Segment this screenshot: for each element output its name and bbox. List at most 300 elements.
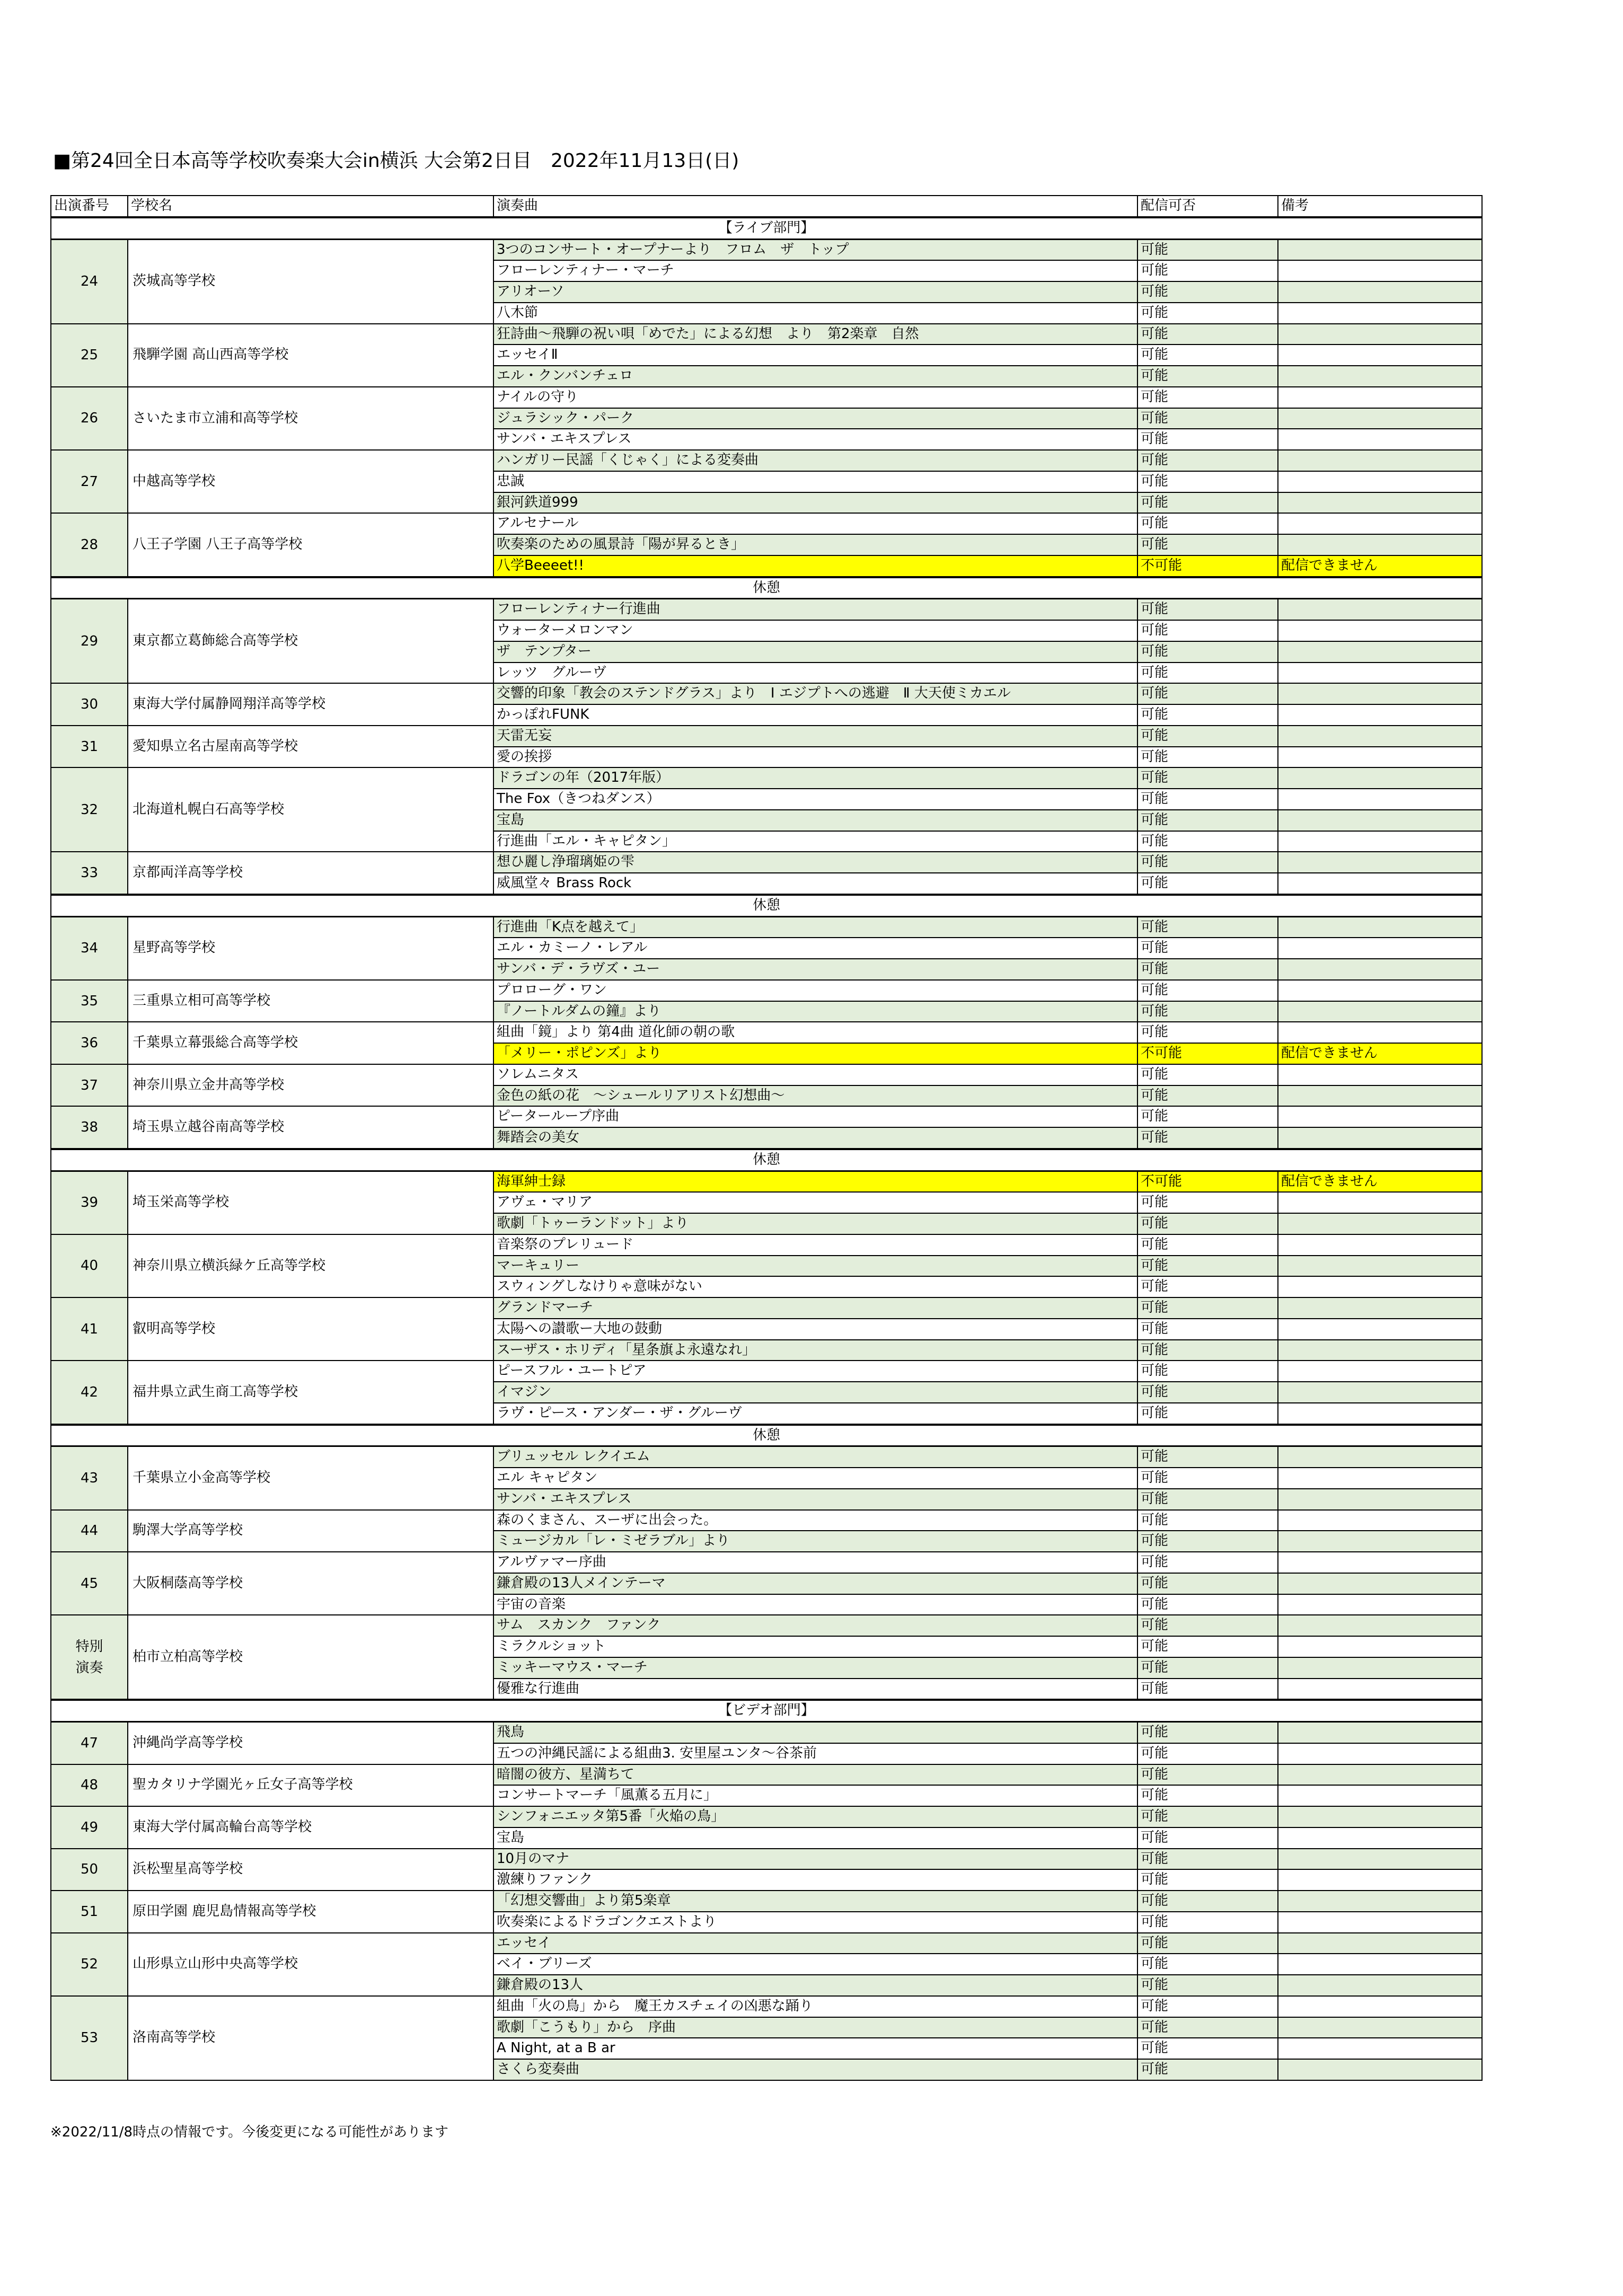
section-label: 【ライブ部門】 bbox=[51, 217, 1482, 239]
stream-status: 不可能 bbox=[1137, 1171, 1278, 1192]
remarks bbox=[1278, 1382, 1482, 1403]
stream-status: 可能 bbox=[1137, 1891, 1278, 1912]
remarks bbox=[1278, 1996, 1482, 2017]
piece-title: サンバ・デ・ラヴズ・ユー bbox=[493, 959, 1137, 980]
piece-title: ソレムニタス bbox=[493, 1064, 1137, 1085]
stream-status: 可能 bbox=[1137, 641, 1278, 663]
performance-number bbox=[51, 1552, 128, 1615]
piece-row bbox=[51, 1933, 1482, 1954]
stream-status: 可能 bbox=[1137, 1996, 1278, 2017]
stream-status: 可能 bbox=[1137, 1468, 1278, 1489]
piece-title: コンサートマーチ「風薫る五月に」 bbox=[493, 1785, 1137, 1806]
stream-status: 可能 bbox=[1137, 450, 1278, 471]
performance-number-text: 53 bbox=[80, 2030, 99, 2046]
remarks bbox=[1278, 641, 1482, 663]
stream-status: 可能 bbox=[1137, 980, 1278, 1001]
piece-row bbox=[51, 1849, 1482, 1870]
remarks bbox=[1278, 2038, 1482, 2059]
section-label: 【ビデオ部門】 bbox=[51, 1700, 1482, 1721]
stream-status: 不可能 bbox=[1137, 1043, 1278, 1064]
performance-number-text: 44 bbox=[80, 1523, 99, 1539]
performance-number bbox=[51, 767, 128, 852]
piece-title: エッセイ bbox=[493, 1933, 1137, 1954]
school-name: 東京都立葛飾総合高等学校 bbox=[128, 599, 493, 684]
remarks bbox=[1278, 789, 1482, 810]
piece-title: 『ノートルダムの鐘』より bbox=[493, 1001, 1137, 1022]
piece-title: 暗闇の彼方、星満ちて bbox=[493, 1764, 1137, 1786]
piece-title: 宝島 bbox=[493, 810, 1137, 831]
remarks bbox=[1278, 1319, 1482, 1340]
piece-title: 吹奏楽によるドラゴンクエストより bbox=[493, 1912, 1137, 1933]
header-row bbox=[51, 196, 1482, 217]
piece-row bbox=[51, 916, 1482, 938]
remarks bbox=[1278, 726, 1482, 747]
piece-title: 音楽祭のプレリュード bbox=[493, 1234, 1137, 1256]
performance-number-text: 43 bbox=[80, 1470, 99, 1486]
piece-title: 歌劇「トゥーランドット」より bbox=[493, 1213, 1137, 1234]
performance-number-text: 38 bbox=[80, 1119, 99, 1135]
piece-title: ラヴ・ピース・アンダー・ザ・グルーヴ bbox=[493, 1403, 1137, 1425]
remarks bbox=[1278, 1446, 1482, 1468]
performance-number bbox=[51, 1722, 128, 1764]
performance-number bbox=[51, 1171, 128, 1234]
stream-status: 可能 bbox=[1137, 1001, 1278, 1022]
performance-number-text: 36 bbox=[80, 1035, 99, 1051]
school-name: 原田学園 鹿児島情報高等学校 bbox=[128, 1891, 493, 1933]
piece-title: ドラゴンの年（2017年版） bbox=[493, 767, 1137, 789]
piece-title: アルセナール bbox=[493, 513, 1137, 534]
piece-row bbox=[51, 1510, 1482, 1531]
piece-row bbox=[51, 1234, 1482, 1256]
stream-status: 可能 bbox=[1137, 1213, 1278, 1234]
piece-title: フローレンティナー行進曲 bbox=[493, 599, 1137, 620]
stream-status: 可能 bbox=[1137, 1657, 1278, 1679]
remarks bbox=[1278, 1679, 1482, 1700]
remarks bbox=[1278, 1933, 1482, 1954]
stream-status: 可能 bbox=[1137, 1869, 1278, 1891]
piece-row bbox=[51, 1171, 1482, 1192]
remarks bbox=[1278, 1827, 1482, 1849]
section-label: 休憩 bbox=[51, 1149, 1482, 1171]
remarks bbox=[1278, 324, 1482, 345]
performance-number-text: 48 bbox=[80, 1777, 99, 1794]
remarks bbox=[1278, 1869, 1482, 1891]
remarks bbox=[1278, 387, 1482, 408]
header-number: 出演番号 bbox=[51, 196, 128, 217]
piece-row bbox=[51, 450, 1482, 471]
piece-row bbox=[51, 726, 1482, 747]
remarks bbox=[1278, 1127, 1482, 1149]
school-name: 埼玉県立越谷南高等学校 bbox=[128, 1106, 493, 1149]
performance-number bbox=[51, 726, 128, 768]
piece-title: 金色の紙の花 ～シュールリアリスト幻想曲～ bbox=[493, 1085, 1137, 1107]
school-name: 洛南高等学校 bbox=[128, 1996, 493, 2080]
stream-status: 不可能 bbox=[1137, 555, 1278, 577]
piece-row bbox=[51, 1722, 1482, 1743]
section-separator-row bbox=[51, 1425, 1482, 1446]
performance-number-text: 25 bbox=[80, 347, 99, 364]
piece-row bbox=[51, 513, 1482, 534]
remarks bbox=[1278, 1256, 1482, 1277]
school-name: 千葉県立幕張総合高等学校 bbox=[128, 1022, 493, 1064]
performance-number bbox=[51, 1022, 128, 1064]
stream-status: 可能 bbox=[1137, 1679, 1278, 1700]
remarks bbox=[1278, 1489, 1482, 1510]
piece-title: ベイ・ブリーズ bbox=[493, 1954, 1137, 1975]
remarks bbox=[1278, 1636, 1482, 1657]
remarks bbox=[1278, 1722, 1482, 1743]
remarks bbox=[1278, 1192, 1482, 1213]
remarks bbox=[1278, 1615, 1482, 1636]
remarks bbox=[1278, 1764, 1482, 1786]
piece-title: 「幻想交響曲」より第5楽章 bbox=[493, 1891, 1137, 1912]
piece-title: エッセイⅡ bbox=[493, 345, 1137, 366]
remarks bbox=[1278, 303, 1482, 324]
piece-row bbox=[51, 1297, 1482, 1319]
piece-row bbox=[51, 852, 1482, 873]
remarks bbox=[1278, 1975, 1482, 1996]
piece-title: 威風堂々 Brass Rock bbox=[493, 873, 1137, 895]
performance-number-text: 47 bbox=[80, 1735, 99, 1751]
school-name: 山形県立山形中央高等学校 bbox=[128, 1933, 493, 1996]
remarks bbox=[1278, 980, 1482, 1001]
schedule-body bbox=[51, 196, 1482, 2080]
school-name: 沖縄尚学高等学校 bbox=[128, 1722, 493, 1764]
school-name: 中越高等学校 bbox=[128, 450, 493, 513]
piece-title: 行進曲「エル・キャピタン」 bbox=[493, 831, 1137, 852]
piece-title: ミッキーマウス・マーチ bbox=[493, 1657, 1137, 1679]
performance-number-text: 35 bbox=[80, 993, 99, 1009]
stream-status: 可能 bbox=[1137, 345, 1278, 366]
piece-row bbox=[51, 599, 1482, 620]
piece-title: 太陽への讃歌ー大地の鼓動 bbox=[493, 1319, 1137, 1340]
piece-title: エル キャピタン bbox=[493, 1468, 1137, 1489]
stream-status: 可能 bbox=[1137, 1912, 1278, 1933]
remarks bbox=[1278, 345, 1482, 366]
stream-status: 可能 bbox=[1137, 663, 1278, 684]
stream-status: 可能 bbox=[1137, 916, 1278, 938]
piece-title: 行進曲「K点を越えて」 bbox=[493, 916, 1137, 938]
remarks bbox=[1278, 1340, 1482, 1361]
header-piece: 演奏曲 bbox=[493, 196, 1137, 217]
stream-status: 可能 bbox=[1137, 1552, 1278, 1573]
school-name: 柏市立柏高等学校 bbox=[128, 1615, 493, 1700]
stream-status: 可能 bbox=[1137, 1806, 1278, 1827]
school-name: 八王子学園 八王子高等学校 bbox=[128, 513, 493, 577]
piece-title: アルヴァマー序曲 bbox=[493, 1552, 1137, 1573]
piece-title: 10月のマナ bbox=[493, 1849, 1137, 1870]
stream-status: 可能 bbox=[1137, 281, 1278, 303]
stream-status: 可能 bbox=[1137, 1975, 1278, 1996]
stream-status: 可能 bbox=[1137, 620, 1278, 641]
stream-status: 可能 bbox=[1137, 387, 1278, 408]
performance-number bbox=[51, 980, 128, 1022]
piece-title: 海軍紳士録 bbox=[493, 1171, 1137, 1192]
remarks bbox=[1278, 1573, 1482, 1594]
piece-row bbox=[51, 1615, 1482, 1636]
stream-status: 可能 bbox=[1137, 1256, 1278, 1277]
piece-title: 鎌倉殿の13人 bbox=[493, 1975, 1137, 1996]
remarks bbox=[1278, 513, 1482, 534]
stream-status: 可能 bbox=[1137, 831, 1278, 852]
stream-status: 可能 bbox=[1137, 1361, 1278, 1382]
piece-row bbox=[51, 1064, 1482, 1085]
performance-number bbox=[51, 1361, 128, 1424]
piece-title: エル・カミーノ・レアル bbox=[493, 938, 1137, 959]
piece-title: 「メリー・ポピンズ」より bbox=[493, 1043, 1137, 1064]
piece-title: イマジン bbox=[493, 1382, 1137, 1403]
stream-status: 可能 bbox=[1137, 704, 1278, 726]
stream-status: 可能 bbox=[1137, 239, 1278, 260]
stream-status: 可能 bbox=[1137, 2038, 1278, 2059]
section-separator-row bbox=[51, 895, 1482, 916]
stream-status: 可能 bbox=[1137, 1022, 1278, 1043]
remarks bbox=[1278, 831, 1482, 852]
school-name: 北海道札幌白石高等学校 bbox=[128, 767, 493, 852]
piece-title: スーザス・ホリディ「星条旗よ永遠なれ」 bbox=[493, 1340, 1137, 1361]
stream-status: 可能 bbox=[1137, 852, 1278, 873]
piece-title: 銀河鉄道999 bbox=[493, 492, 1137, 514]
performance-number bbox=[51, 852, 128, 895]
piece-row bbox=[51, 980, 1482, 1001]
piece-title: 八学Beeeet!! bbox=[493, 555, 1137, 577]
stream-status: 可能 bbox=[1137, 1722, 1278, 1743]
stream-status: 可能 bbox=[1137, 726, 1278, 747]
stream-status: 可能 bbox=[1137, 366, 1278, 387]
school-name: さいたま市立浦和高等学校 bbox=[128, 387, 493, 450]
school-name: 聖カタリナ学園光ヶ丘女子高等学校 bbox=[128, 1764, 493, 1807]
stream-status: 可能 bbox=[1137, 1743, 1278, 1764]
performance-number-text: 27 bbox=[80, 473, 99, 490]
performance-number-text: 45 bbox=[80, 1575, 99, 1592]
remarks bbox=[1278, 1594, 1482, 1615]
performance-number bbox=[51, 1510, 128, 1552]
remarks bbox=[1278, 767, 1482, 789]
remarks bbox=[1278, 663, 1482, 684]
section-separator-row bbox=[51, 1700, 1482, 1721]
remarks bbox=[1278, 1657, 1482, 1679]
performance-number bbox=[51, 1996, 128, 2080]
stream-status: 可能 bbox=[1137, 1403, 1278, 1425]
stream-status: 可能 bbox=[1137, 938, 1278, 959]
performance-number-text: 41 bbox=[80, 1321, 99, 1337]
stream-status: 可能 bbox=[1137, 1636, 1278, 1657]
remarks bbox=[1278, 1361, 1482, 1382]
piece-title: ピースフル・ユートピア bbox=[493, 1361, 1137, 1382]
school-name: 叡明高等学校 bbox=[128, 1297, 493, 1361]
piece-title: 宇宙の音楽 bbox=[493, 1594, 1137, 1615]
remarks bbox=[1278, 704, 1482, 726]
remarks bbox=[1278, 873, 1482, 895]
header-stream: 配信可否 bbox=[1137, 196, 1278, 217]
performance-number-text: 31 bbox=[80, 738, 99, 755]
stream-status: 可能 bbox=[1137, 1064, 1278, 1085]
stream-status: 可能 bbox=[1137, 1340, 1278, 1361]
performance-number-text: 49 bbox=[80, 1819, 99, 1835]
piece-row bbox=[51, 1764, 1482, 1786]
stream-status: 可能 bbox=[1137, 471, 1278, 492]
remarks bbox=[1278, 366, 1482, 387]
performance-number-text: 42 bbox=[80, 1384, 99, 1400]
performance-number-text: 29 bbox=[80, 633, 99, 649]
performance-number bbox=[51, 1933, 128, 1996]
school-name: 神奈川県立横浜緑ケ丘高等学校 bbox=[128, 1234, 493, 1297]
piece-row bbox=[51, 1106, 1482, 1127]
piece-title: レッツ グルーヴ bbox=[493, 663, 1137, 684]
piece-row bbox=[51, 1891, 1482, 1912]
piece-row bbox=[51, 1361, 1482, 1382]
remarks bbox=[1278, 1743, 1482, 1764]
piece-title: サンバ・エキスプレス bbox=[493, 429, 1137, 450]
remarks bbox=[1278, 599, 1482, 620]
stream-status: 可能 bbox=[1137, 1573, 1278, 1594]
piece-title: 天雷无妄 bbox=[493, 726, 1137, 747]
section-label: 休憩 bbox=[51, 1425, 1482, 1446]
performance-number-text: 特別 演奏 bbox=[75, 1638, 103, 1676]
stream-status: 可能 bbox=[1137, 260, 1278, 281]
performance-number-text: 50 bbox=[80, 1861, 99, 1878]
performance-number bbox=[51, 1764, 128, 1807]
remarks: 配信できません bbox=[1278, 1171, 1482, 1192]
piece-row bbox=[51, 1996, 1482, 2017]
school-name: 神奈川県立金井高等学校 bbox=[128, 1064, 493, 1107]
remarks bbox=[1278, 450, 1482, 471]
stream-status: 可能 bbox=[1137, 1382, 1278, 1403]
piece-row bbox=[51, 239, 1482, 260]
stream-status: 可能 bbox=[1137, 1785, 1278, 1806]
remarks bbox=[1278, 429, 1482, 450]
remarks bbox=[1278, 1234, 1482, 1256]
stream-status: 可能 bbox=[1137, 2059, 1278, 2080]
document-title: ■第24回全日本高等学校吹奏楽大会in横浜 大会第2日目 2022年11月13日(日) bbox=[53, 150, 739, 172]
stream-status: 可能 bbox=[1137, 959, 1278, 980]
stream-status: 可能 bbox=[1137, 303, 1278, 324]
remarks bbox=[1278, 408, 1482, 429]
piece-title: シンフォニエッタ第5番「火焔の鳥」 bbox=[493, 1806, 1137, 1827]
stream-status: 可能 bbox=[1137, 1510, 1278, 1531]
performance-number-text: 40 bbox=[80, 1258, 99, 1274]
performance-number-text: 52 bbox=[80, 1956, 99, 1973]
piece-title: 狂詩曲～飛騨の祝い唄「めでた」による幻想 より 第2楽章 自然 bbox=[493, 324, 1137, 345]
stream-status: 可能 bbox=[1137, 513, 1278, 534]
stream-status: 可能 bbox=[1137, 1933, 1278, 1954]
piece-row bbox=[51, 387, 1482, 408]
remarks: 配信できません bbox=[1278, 1043, 1482, 1064]
school-name: 飛騨学園 高山西高等学校 bbox=[128, 324, 493, 387]
section-separator-row bbox=[51, 217, 1482, 239]
school-name: 茨城高等学校 bbox=[128, 239, 493, 324]
piece-title: The Fox（きつねダンス） bbox=[493, 789, 1137, 810]
section-label: 休憩 bbox=[51, 895, 1482, 916]
performance-number bbox=[51, 1106, 128, 1149]
remarks bbox=[1278, 620, 1482, 641]
piece-title: さくら変奏曲 bbox=[493, 2059, 1137, 2080]
stream-status: 可能 bbox=[1137, 767, 1278, 789]
performance-number-text: 34 bbox=[80, 940, 99, 957]
school-name: 愛知県立名古屋南高等学校 bbox=[128, 726, 493, 768]
performance-number-text: 33 bbox=[80, 865, 99, 881]
piece-title: 交響的印象「教会のステンドグラス」より Ⅰ エジプトへの逃避 Ⅱ 大天使ミカエル bbox=[493, 683, 1137, 704]
stream-status: 可能 bbox=[1137, 324, 1278, 345]
piece-title: マーキュリー bbox=[493, 1256, 1137, 1277]
piece-title: 組曲「火の鳥」から 魔王カスチェイの凶悪な踊り bbox=[493, 1996, 1137, 2017]
stream-status: 可能 bbox=[1137, 1234, 1278, 1256]
stream-status: 可能 bbox=[1137, 1106, 1278, 1127]
piece-title: 組曲「鏡」より 第4曲 道化師の朝の歌 bbox=[493, 1022, 1137, 1043]
stream-status: 可能 bbox=[1137, 683, 1278, 704]
stream-status: 可能 bbox=[1137, 810, 1278, 831]
stream-status: 可能 bbox=[1137, 1319, 1278, 1340]
school-name: 京都両洋高等学校 bbox=[128, 852, 493, 895]
piece-title: 宝島 bbox=[493, 1827, 1137, 1849]
piece-title: 森のくまさん、スーザに出会った。 bbox=[493, 1510, 1137, 1531]
remarks bbox=[1278, 1106, 1482, 1127]
piece-title: ブリュッセル レクイエム bbox=[493, 1446, 1137, 1468]
performance-number bbox=[51, 387, 128, 450]
stream-status: 可能 bbox=[1137, 1085, 1278, 1107]
piece-title: ミュージカル「レ・ミゼラブル」より bbox=[493, 1531, 1137, 1552]
stream-status: 可能 bbox=[1137, 1531, 1278, 1552]
school-name: 東海大学付属静岡翔洋高等学校 bbox=[128, 683, 493, 726]
performance-number bbox=[51, 239, 128, 324]
school-name: 東海大学付属高輪台高等学校 bbox=[128, 1806, 493, 1849]
piece-title: 八木節 bbox=[493, 303, 1137, 324]
piece-title: 愛の挨拶 bbox=[493, 747, 1137, 768]
section-label: 休憩 bbox=[51, 577, 1482, 599]
section-separator-row bbox=[51, 1149, 1482, 1171]
remarks bbox=[1278, 1001, 1482, 1022]
school-name: 福井県立武生商工高等学校 bbox=[128, 1361, 493, 1424]
remarks bbox=[1278, 1213, 1482, 1234]
piece-title: ハンガリー民謡「くじゃく」による変奏曲 bbox=[493, 450, 1137, 471]
performance-number bbox=[51, 1849, 128, 1891]
school-name: 千葉県立小金高等学校 bbox=[128, 1446, 493, 1510]
stream-status: 可能 bbox=[1137, 1276, 1278, 1297]
performance-number bbox=[51, 599, 128, 684]
remarks bbox=[1278, 959, 1482, 980]
performance-number bbox=[51, 450, 128, 513]
performance-number bbox=[51, 1234, 128, 1297]
stream-status: 可能 bbox=[1137, 789, 1278, 810]
performance-number bbox=[51, 1615, 128, 1700]
remarks bbox=[1278, 683, 1482, 704]
stream-status: 可能 bbox=[1137, 1827, 1278, 1849]
stream-status: 可能 bbox=[1137, 2017, 1278, 2038]
stream-status: 可能 bbox=[1137, 599, 1278, 620]
header-school: 学校名 bbox=[128, 196, 493, 217]
school-name: 浜松聖星高等学校 bbox=[128, 1849, 493, 1891]
piece-title: プロローグ・ワン bbox=[493, 980, 1137, 1001]
piece-title: 3つのコンサート・オープナーより フロム ザ トップ bbox=[493, 239, 1137, 260]
performance-number-text: 24 bbox=[80, 273, 99, 289]
piece-row bbox=[51, 767, 1482, 789]
remarks bbox=[1278, 1468, 1482, 1489]
stream-status: 可能 bbox=[1137, 1954, 1278, 1975]
remarks bbox=[1278, 1276, 1482, 1297]
remarks bbox=[1278, 1022, 1482, 1043]
stream-status: 可能 bbox=[1137, 1446, 1278, 1468]
performance-number bbox=[51, 324, 128, 387]
performance-number-text: 39 bbox=[80, 1195, 99, 1211]
piece-row bbox=[51, 324, 1482, 345]
piece-row bbox=[51, 1806, 1482, 1827]
piece-title: ミラクルショット bbox=[493, 1636, 1137, 1657]
performance-number bbox=[51, 1064, 128, 1107]
remarks bbox=[1278, 916, 1482, 938]
schedule-table bbox=[50, 195, 1483, 2081]
remarks bbox=[1278, 2059, 1482, 2080]
piece-title: ザ テンプター bbox=[493, 641, 1137, 663]
